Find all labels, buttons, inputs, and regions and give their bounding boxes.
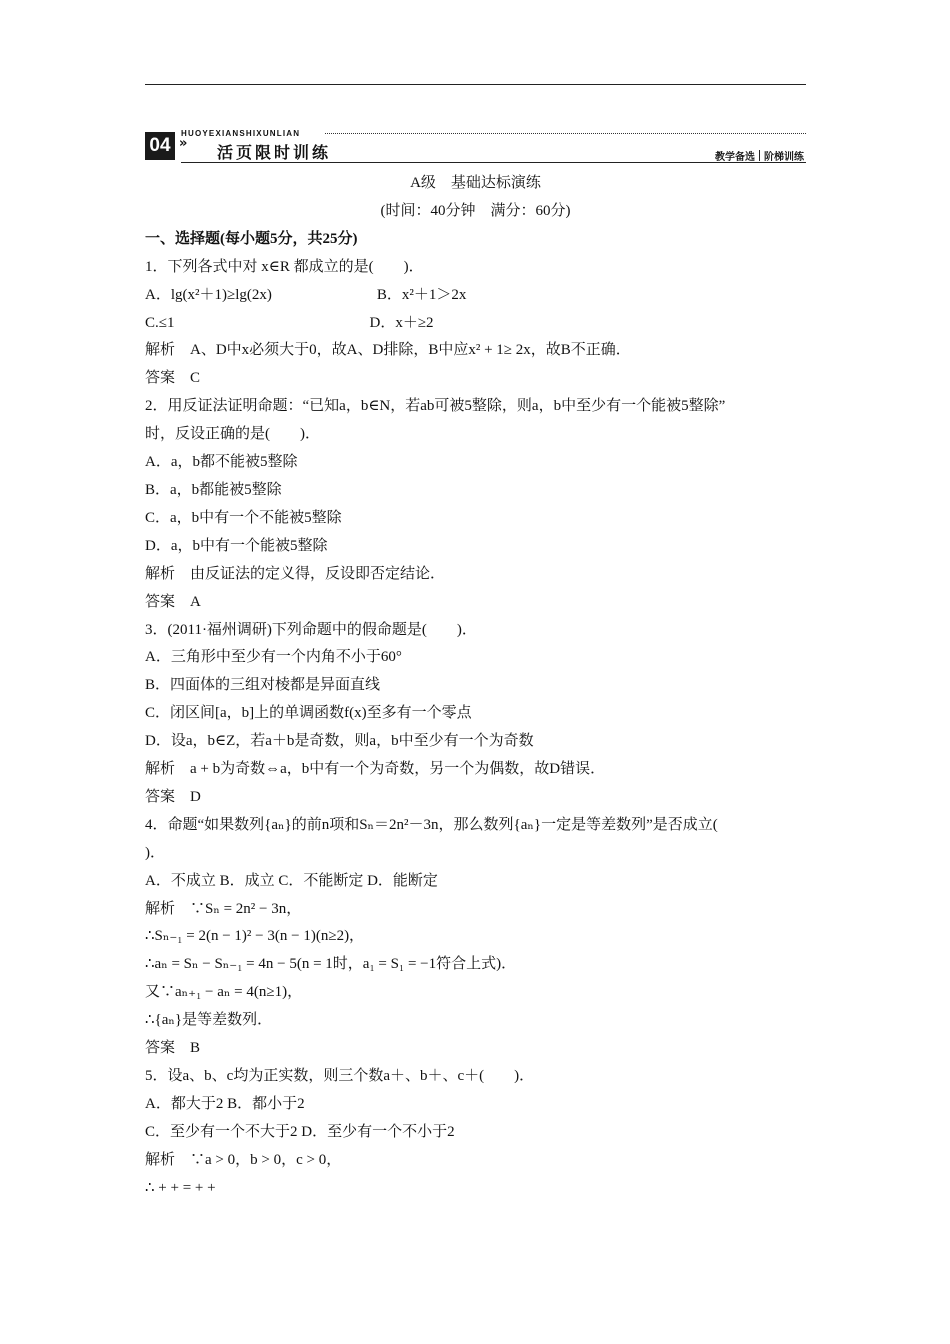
text-line: D．设a，b∈Z，若a＋b是奇数，则a，b中至少有一个为奇数 (145, 733, 534, 750)
text-line: 解析 ∵a > 0，b > 0，c > 0， (145, 1151, 342, 1168)
text-line: 答案 C (145, 370, 201, 387)
banner-right-labels (715, 148, 804, 163)
text-line: C．至少有一个不大于2 D．至少有一个不小于2 (145, 1123, 455, 1140)
text-line: 2．用反证法证明命题：“已知a，b∈N，若ab可被5整除，则a，b中至少有一个能被5整除” (145, 398, 726, 415)
text-line: 4．命题“如果数列{aₙ}的前n项和Sₙ＝2n²－3n，那么数列{aₙ}一定是等差数列”是否成立( (145, 816, 718, 833)
text-line: 解析 ∵Sₙ = 2n² − 3n， (145, 900, 302, 917)
document-body (145, 170, 806, 1203)
text-line: A．三角形中至少有一个内角不小于60° (145, 649, 402, 666)
banner-dotted-line (325, 133, 806, 134)
text-line: D．a，b中有一个能被5整除 (145, 537, 328, 554)
text-line: A．都大于2 B．都小于2 (145, 1095, 305, 1112)
section-banner (145, 128, 806, 166)
banner-right-a: 教学备选 (715, 152, 755, 163)
text-line: B．a，b都能被5整除 (145, 481, 282, 498)
text-line: 一、选择题(每小题5分，共25分) (145, 230, 358, 247)
text-line: 解析 由反证法的定义得，反设即否定结论． (145, 565, 446, 582)
text-line: 解析 a + b为奇数⇔a，b中有一个为奇数，另一个为偶数，故D错误． (145, 761, 606, 778)
section-number-badge: 04 (145, 132, 175, 160)
text-line: ∴ + + = + + (145, 1179, 216, 1196)
section-level: A级 基础达标演练 (410, 175, 541, 191)
text-line: ∴aₙ = Sₙ − Sₙ₋₁ = 4n − 5(n = 1时，a₁ = S₁ = −1符合上式)． (145, 956, 517, 973)
text-line: C.≤1 D．x＋≥2 (145, 314, 434, 331)
banner-pinyin: HUOYEXIANSHIXUNLIAN (181, 129, 301, 138)
section-meta: (时间：40分钟 满分：60分) (380, 202, 571, 219)
text-line: C．闭区间[a，b]上的单调函数f(x)至多有一个零点 (145, 705, 472, 722)
top-rule (145, 84, 806, 85)
text-line: 5．设a、b、c均为正实数，则三个数a＋、b＋、c＋( )． (145, 1068, 535, 1084)
text-line: 1．下列各式中对 x∈R 都成立的是( )． (145, 258, 424, 275)
banner-underline (181, 162, 806, 163)
text-line: )． (145, 844, 165, 861)
text-line: 答案 D (145, 788, 201, 805)
text-line: B．四面体的三组对棱都是异面直线 (145, 677, 381, 694)
double-arrow-icon: » (179, 136, 188, 151)
text-line: ∴Sₙ₋₁ = 2(n − 1)² − 3(n − 1)(n≥2)， (145, 928, 365, 945)
text-line: 答案 B (145, 1040, 201, 1057)
text-line: A．lg(x²＋1)≥lg(2x) B．x²＋1＞2x (145, 286, 467, 303)
text-line: A．a，b都不能被5整除 (145, 454, 298, 471)
text-line: ∴{aₙ}是等差数列． (145, 1012, 273, 1029)
banner-separator (759, 150, 760, 161)
banner-right-b: 阶梯训练 (764, 152, 804, 163)
text-line: 解析 A、D中x必须大于0，故A、D排除，B中应x² + 1≥ 2x，故B不正确． (145, 342, 631, 359)
text-line: 3．(2011·福州调研)下列命题中的假命题是( )． (145, 621, 477, 638)
banner-title: 活页限时训练 (217, 143, 332, 162)
text-line: C．a，b中有一个不能被5整除 (145, 509, 342, 526)
text-line: A．不成立 B．成立 C．不能断定 D．能断定 (145, 872, 438, 889)
text-line: 又∵aₙ₊₁ − aₙ = 4(n≥1)， (145, 984, 303, 1001)
text-line: 答案 A (145, 593, 201, 610)
text-line: 时，反设正确的是( )． (145, 426, 320, 443)
